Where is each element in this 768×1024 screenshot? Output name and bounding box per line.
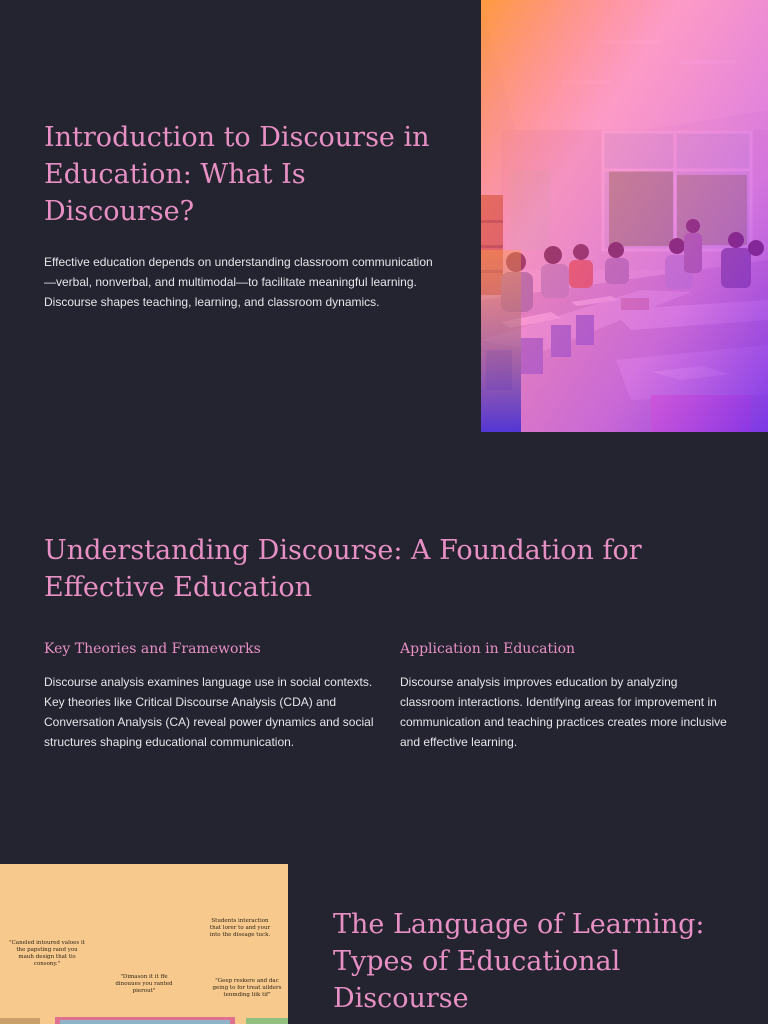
illustration-strip [246,1018,288,1024]
classroom-illustration [481,0,768,432]
illustration-note: "Caneled intoured valoes it the papsting rand you mauh design that tis consony." [9,940,85,967]
illustration-strip [60,1020,230,1024]
column-heading: Application in Education [400,641,576,657]
classroom-image [481,0,768,432]
slide2-title: Understanding Discourse: A Foundation for Effective Education [44,535,642,603]
illustration-strip [0,1018,40,1024]
column-body: Discourse analysis examines language use in social contexts. Key theories like Critical Discourse Analysis (CDA) and Conversation Analysis (CA) reveal power dynamics and social structures shaping educational communication. [44,675,374,749]
column-heading: Key Theories and Frameworks [44,641,261,657]
slide1-body: Effective education depends on understanding classroom communication—verbal, nonverbal, and multimodal—to facilitate meaningful learning. Discourse shapes teaching, learning, and classroom dynamics. [44,255,433,309]
illustration-note: Students interaction that lorer to and your into the diseage tuck. [209,918,271,938]
illustration-note: "Geep reskere and dac geing to for treat uilders tenmding liik tif" [212,978,282,998]
slide3-title: The Language of Learning: Types of Educational Discourse [333,909,705,1014]
slide1-title: Introduction to Discourse in Education: What Is Discourse? [44,122,430,227]
illustration-note: "Dimason it it ffe dinouues you ranted pierout" [115,974,173,994]
column-body: Discourse analysis improves education by analyzing classroom interactions. Identifying areas for improvement in communication and teaching practices creates more inclusive and effective learning. [400,675,727,749]
notes-illustration [0,864,288,1024]
